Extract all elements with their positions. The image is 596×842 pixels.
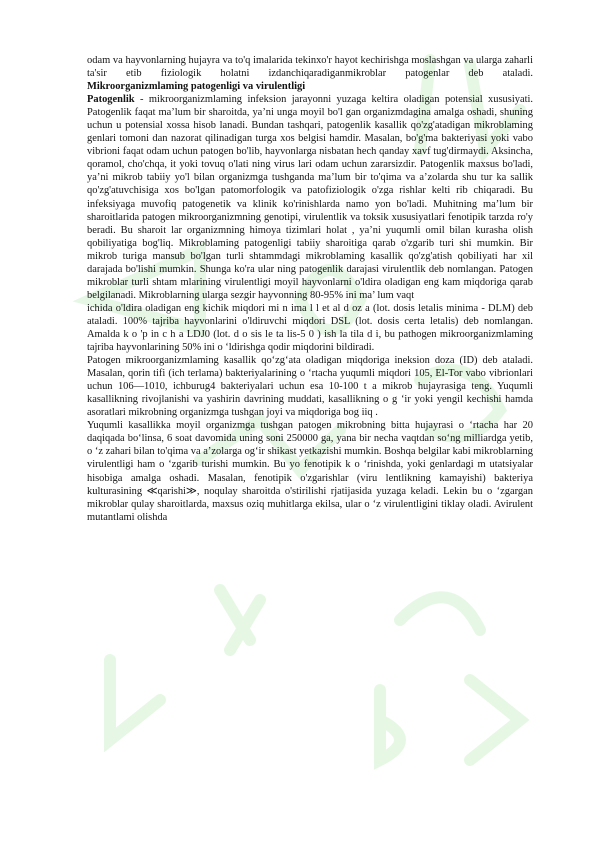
watermark-stroke [220, 590, 260, 650]
paragraph-dlm: ichida o'ldira oladigan eng kichik miqdori mi n ima l l et al d oz a (lot. dosis letalis minima - DLM) deb ataladi. 100% tajriba hayvonlarini o'ldiruvchi miqdori DSL (lot. dosis certa letalis) deb nomlangan. Amalda k o 'p in c h a LDJ0 (lot. d o sis le ta lis-5 0 ) ish la tila d i, bu pathogen mikroorganizmlaming tajriba hayvonlarining 50% ini o ‘ldirishga qodir miqdorini bildiradi. [87, 302, 533, 354]
watermark-stroke [400, 597, 480, 630]
watermark-stroke [380, 690, 400, 760]
watermark-stroke [110, 660, 160, 740]
section-heading: Mikroorganizmlaming patogenligi va virulentligi [87, 81, 306, 93]
term-patogenlik: Patogenlik [87, 94, 135, 106]
watermark-stroke [470, 680, 520, 760]
paragraph-virulence: Yuqumli kasallikka moyil organizmga tushgan patogen mikrobning bitta hujayrasi o ‘rtacha har 20 daqiqada bo‘linsa, 6 soat davomida uning soni 250000 ga, yana bir necha vaqtdan so‘ng milliardga yetib, o ‘z zahari bilan to'qima va a’zolarga og‘ir shikast yetkazishi mumkin. Boshqa belgilar kabi mikroblarning virulentligi ham o ‘zgarib turishi mumkin. Bu yo fenotipik k o ‘rinishda, yoki genlardagi m utatsiyalar hisobiga amalga oshadi. Masalan, fenotipik o'zgarishlar (viru lentlikning kamayishi) bakteriya kulturasining ≪qarishi≫, noqulay sharoitda o'stirilishi rjatijasida yuzaga keladi. Lekin bu o ‘zgargan mikroblar qulay sharoitlarda, maxsus oziq muhitlarga ekilsa, ular o ‘z virulentligini tiklay oladi. Avirulent mutantlami olishda [87, 420, 533, 523]
paragraph-intro: odam va hayvonlarning hujayra va to'q imalarida tekinxo'r hayot kechirishga moslashgan va ularga zaharli ta'sir etib fiziologik holatni izdanchiqaradiganmikroblar patogenlar deb ataladi. [87, 55, 533, 80]
document-body [87, 54, 533, 524]
paragraph-patogenlik-text: - mikroorganizmlaming infeksion jarayonni yuzaga keltira oladigan potensial xususiyati. Patogenlik faqat ma’lum bir sharoitda, ya’ni unga moyil bo'l gan organizmdagina amalga oshadi, shuning uchun u potensial xossa hisob lanadi. Bundan tashqari, patogenlik kasallik qo'zg'atadigan mikroblaming genlari tomoni dan nazorat qilinadigan turga xos belgisi hamdir. Masalan, bo'g'ma bakteriyasi yoki vabo vibrioni faqat odam uchun patogen bo'lib, hayvonlarga nisbatan hech qanday xavf tug'dirmaydi. Aksincha, qoramol, cho'chqa, it yoki tovuq o'lati ning virus lari odam uchun zararsizdir. Patogenlik maxsus bo'ladi, ya’ni mikrob tabiiy yo'l bilan organizmga tushganda ma’lum bir to'qima va a’zolarda shu tur ka sallik qo'zg'atuvchisiga xos bo'lgan patomorfologik va patofiziologik o'zga rishlar kelti rib chiqaradi. Bu infeksiyaga muvofiq patogenetik va klinik ko'rinishlarda namo yon bo'ladi. Muhitning ma’lum bir sharoitlarida patogen mikroorganizmning genotipi, virulentlik va toksik xususiyatlari fenotipik tarzda ro'y beradi. Bu sharoit lar organizmning himoya tizimlari holat , ya’ni yuqumli omil bilan kurasha olish qobiliyatiga bog'liq. Mikroblaming patogenligi tabiiy sharoitiga qarab o'zgarib turi shi mumkin. Bir mikrob turiga mansub bo'lgan turli shtammdagi mikroblaming kasallik qo'zg'atish qobiliyati har xil darajada bo'lishi mumkin. Shunga ko'ra ular ning patogenlik darajasi virulentlik deb nomlangan. Patogen mikroblar turli shtam mlarining virulentligi moyil hayvonlarni o'ldira oladigan eng kam miqdoriga qarab belgilanadi. Mikroblarning ularga sezgir hayvonning 80-95% ini ma’ lum vaqt [87, 94, 533, 301]
paragraph-patogenlik [87, 93, 533, 302]
paragraph-id: Patogen mikroorganizmlaming kasallik qo‘zg‘ata oladigan miqdoriga ineksion doza (ID) deb ataladi. Masalan, qorin tifi (ich terlama) bakteriyalarining o ‘rtacha yuqumli miqdori 105, El-Tor vabo vibrionlari uchun 106—1010, ichburug4 bakteriyalari uchun esa 10-100 t a mikrob hujayrasiga teng. Yuqumli kasallikning rivojlanishi va yashirin davrining muddati, kasallikning o g ‘ir yoki yengil kechishi hamda asoratlari mikrobning organizmga tushgan joyi va miqdoriga bog iiq . [87, 355, 533, 419]
